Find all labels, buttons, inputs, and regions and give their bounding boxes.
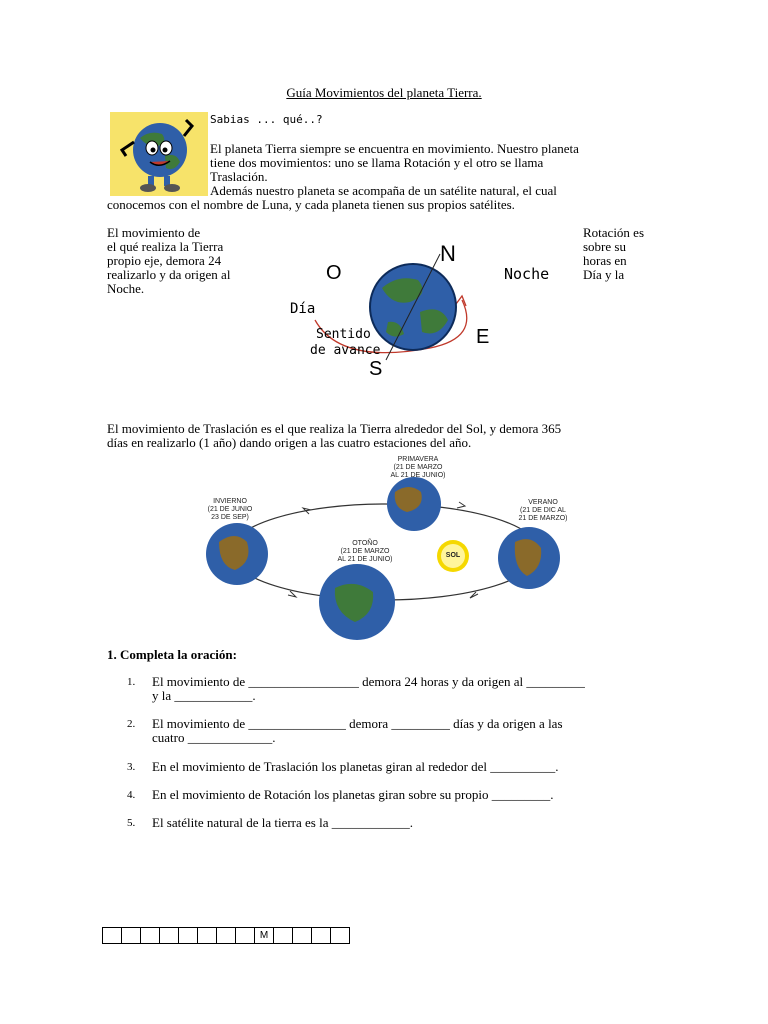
autumn-label: OTOÑO (352, 540, 378, 547)
intro-line: Traslación. (210, 169, 268, 184)
north-label: N (440, 241, 456, 266)
summer-dates: 21 DE MARZO) (518, 515, 568, 522)
rotation-right-line: sobre su (583, 239, 626, 254)
rotation-left-line: El movimiento de (107, 225, 201, 240)
question-line: y la ____________. (152, 688, 256, 703)
grid-cell[interactable] (198, 928, 217, 943)
question-line: El movimiento de _______________ demora _________ días y da origen a las (152, 716, 563, 731)
west-label: O (326, 262, 342, 284)
grid-cell[interactable] (312, 928, 331, 943)
spring-dates: (21 DE MARZO (393, 464, 443, 471)
question-number: 1. (127, 676, 136, 688)
cartoon-earth-illustration (110, 112, 208, 196)
grid-cell[interactable] (274, 928, 293, 943)
grid-cell[interactable] (103, 928, 122, 943)
grid-cell[interactable] (293, 928, 312, 943)
question-line: En el movimiento de Rotación los planetas giran sobre su propio _________. (152, 787, 554, 802)
rotation-diagram-svg (280, 240, 570, 380)
grid-cell[interactable]: M (255, 928, 274, 943)
question-number: 3. (127, 761, 136, 773)
rotation-diagram (280, 240, 570, 380)
intro-line: Además nuestro planeta se acompaña de un satélite natural, el cual (210, 183, 557, 198)
grid-cell[interactable] (236, 928, 255, 943)
intro-line: tiene dos movimientos: uno se llama Rotación y el otro se llama (210, 155, 544, 170)
winter-dates: 23 DE SEP) (211, 514, 249, 521)
intro-line: conocemos con el nombre de Luna, y cada planeta tienen sus propios satélites. (107, 197, 515, 212)
spring-dates: AL 21 DE JUNIO) (390, 472, 446, 479)
rotation-right-line: horas en (583, 253, 627, 268)
translation-line: días en realizarlo (1 año) dando origen a las cuatro estaciones del año. (107, 435, 472, 450)
spring-label: PRIMAVERA (397, 456, 439, 463)
grid-cell[interactable] (160, 928, 179, 943)
intro-line: El planeta Tierra siempre se encuentra en movimiento. Nuestro planeta (210, 141, 579, 156)
winter-label: INVIERNO (213, 498, 247, 505)
question-line: El movimiento de _________________ demora 24 horas y da origen al _________ (152, 674, 585, 689)
rotation-right-line: Día y la (583, 267, 625, 282)
question-number: 2. (127, 718, 136, 730)
question-number: 5. (127, 817, 136, 829)
rotation-left-line: propio eje, demora 24 (107, 253, 222, 268)
question-number: 4. (127, 789, 136, 801)
grid-cell[interactable] (141, 928, 160, 943)
direction-label: Sentido (316, 327, 371, 342)
sun-label: SOL (445, 552, 461, 559)
question-line: cuatro _____________. (152, 730, 276, 745)
grid-cell[interactable] (122, 928, 141, 943)
summer-dates: (21 DE DIC AL (520, 507, 566, 514)
sabias-que-label: Sabias ... qué..? (210, 113, 323, 126)
autumn-dates: AL 21 DE JUNIO) (337, 556, 393, 563)
question-line: En el movimiento de Traslación los planetas giran al rededor del __________. (152, 759, 559, 774)
autumn-dates: (21 DE MARZO (340, 548, 390, 555)
winter-dates: (21 DE JUNIO (207, 506, 253, 513)
question-line: El satélite natural de la tierra es la ____________. (152, 815, 413, 830)
answer-grid (102, 927, 350, 944)
translation-line: El movimiento de Traslación es el que realiza la Tierra alrededor del Sol, y demora 365 (107, 421, 562, 436)
night-label: Noche (504, 265, 550, 283)
direction-label: de avance (310, 343, 381, 358)
grid-cell[interactable] (331, 928, 349, 943)
east-label: E (476, 326, 490, 348)
day-label: Día (290, 301, 316, 317)
cartoon-earth-svg (110, 112, 208, 196)
page-title: Guía Movimientos del planeta Tierra. (286, 85, 482, 100)
orbit-diagram (195, 452, 580, 642)
exercise-heading: 1. Completa la oración: (107, 647, 237, 662)
summer-label: VERANO (528, 499, 558, 506)
rotation-left-line: Noche. (107, 281, 145, 296)
rotation-right-line: Rotación es (583, 225, 645, 240)
rotation-left-line: el qué realiza la Tierra (107, 239, 224, 254)
south-label: S (369, 358, 383, 380)
rotation-left-line: realizarlo y da origen al (107, 267, 231, 282)
grid-cell[interactable] (179, 928, 198, 943)
grid-cell[interactable] (217, 928, 236, 943)
